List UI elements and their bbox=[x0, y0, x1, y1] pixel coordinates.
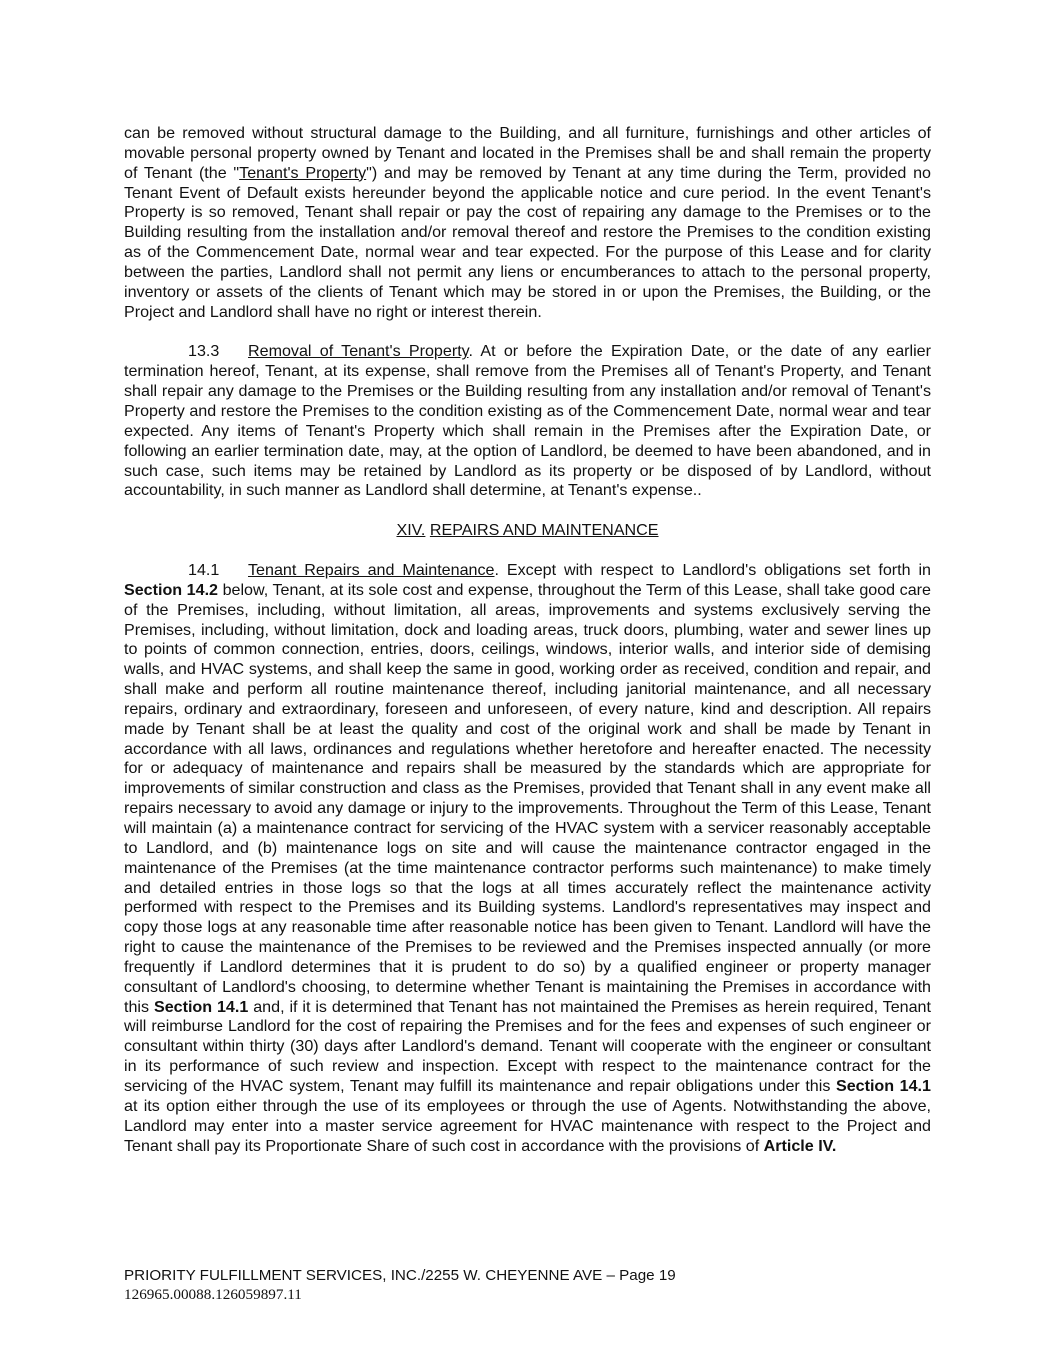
section-body: below, Tenant, at its sole cost and expense, throughout the Term of this Lease, shall take good care of the Premises, including, without limitation, all areas, improvements and systems exclusively serving the Premises, including, without limitation, dock and loading areas, truck doors, plumbing, water and sewer lines up to points of common connection, entries, doors, ceilings, windows, interior walls, and interior side of demising walls, and HVAC systems, and shall keep the same in good, working order as received, condition and repair, and shall make and perform all routine maintenance thereof, including janitorial maintenance, and all necessary repairs, ordinary and extraordinary, foreseen and unforeseen, of every nature, kind and description. All repairs made by Tenant shall be at least the quality and cost of the original work and shall be made by Tenant in accordance with all laws, ordinances and regulations whether heretofore and hereafter enacted. The necessity for or adequacy of maintenance and repairs shall be measured by the standards which are appropriate for improvements of similar construction and class as the Premises, provided that Tenant shall in any event make all repairs necessary to avoid any damage or injury to the improvements. Throughout the Term of this Lease, Tenant will maintain (a) a maintenance contract for servicing of the HVAC system with a servicer reasonably acceptable to Landlord, and (b) maintenance logs on site and will cause the maintenance contractor engaged in the maintenance of the Premises (at the time maintenance contractor performs such maintenance) to make timely and detailed entries in those logs so that the logs at all times accurately reflect the maintenance activity performed with respect to the Premises and its Building systems. Landlord's representatives may inspect and copy those logs at any reasonable time after reasonable notice has been given to Tenant. Landlord will have the right to cause the maintenance of the Premises to be reviewed and the Premises inspected annually (or more frequently if Landlord determines that it is prudent to do so) by a qualified engineer or property manager consultant of Landlord's choosing, to determine whether Tenant is maintaining the Premises in accordance with this bbox=[124, 580, 931, 1016]
article-reference: Article IV. bbox=[763, 1136, 837, 1155]
section-body: and, if it is determined that Tenant has not maintained the Premises as herein required, Tenant will reimburse Landlord for the cost of repairing the Premises and for the fees and expenses of such engineer or consultant within thirty (30) days after Landlord's demand. Tenant will cooperate with the engineer or consultant in its performance of such review and inspection. Except with respect to the maintenance contract for the servicing of the HVAC system, Tenant may fulfill its maintenance and repair obligations under this bbox=[124, 997, 931, 1095]
section-body: at its option either through the use of its employees or through the use of Agents. Notwithstanding the above, Landlord may enter into a master service agreement for HVAC maintenance with respect to the Project and Tenant shall pay its Proportionate Share of such cost in accordance with the provisions of bbox=[124, 1096, 931, 1155]
section-title: Tenant Repairs and Maintenance bbox=[248, 561, 495, 580]
paragraph-text: can be removed without structural damage to the Building, and all furniture, furnishings and other articles of movable personal property owned by Tenant and located in the Premises shall be and shall remain the property of Tenant (the " bbox=[124, 124, 931, 182]
defined-term: Tenant's Property bbox=[239, 163, 367, 182]
article-heading bbox=[124, 521, 931, 541]
document-page bbox=[124, 124, 931, 1156]
section-14-1 bbox=[124, 561, 931, 1156]
section-number: 14.1 bbox=[188, 561, 220, 580]
paragraph-continuation bbox=[124, 124, 931, 322]
footer-doc-id: 126965.00088.126059897.11 bbox=[124, 1286, 302, 1303]
article-title: REPAIRS AND MAINTENANCE bbox=[429, 521, 659, 540]
section-number: 13.3 bbox=[188, 342, 220, 361]
page-footer bbox=[124, 1266, 931, 1304]
paragraph-text: ") and may be removed by Tenant at any time during the Term, provided no Tenant Event of Default exists hereunder beyond the applicable notice and cure period. In the event Tenant's Property is so removed, Tenant shall repair or pay the cost of repairing any damage to the Premises or to the Building resulting from the installation and/or removal thereof and restore the Premises to the condition existing as of the Commencement Date, normal wear and tear expected. For the purpose of this Lease and for clarity between the parties, Landlord shall not permit any liens or encumberances to attach to the personal property, inventory or assets of the clients of Tenant which may be stored in or upon the Premises, the Building, or the Project and Landlord shall have no right or interest therein. bbox=[124, 163, 932, 321]
section-reference: Section 14.1 bbox=[153, 997, 249, 1016]
article-number: XIV. bbox=[396, 521, 426, 540]
section-body: . Except with respect to Landlord's obligations set forth in bbox=[494, 561, 932, 580]
footer-title: PRIORITY FULFILLMENT SERVICES, INC./2255 W. CHEYENNE AVE – Page 19 bbox=[124, 1267, 676, 1284]
section-title: Removal of Tenant's Property bbox=[248, 342, 469, 361]
section-13-3 bbox=[124, 342, 931, 501]
section-reference: Section 14.2 bbox=[124, 580, 219, 599]
section-body: . At or before the Expiration Date, or the date of any earlier termination hereof, Tenant, at its expense, shall remove from the Premises all of Tenant's Property, and Tenant shall repair any damage to the Premises or the Building resulting from any installation and/or removal of Tenant's Property and restore the Premises to the condition existing as of the Commencement Date, normal wear and tear expected. Any items of Tenant's Property which shall remain in the Premises after the Expiration Date, or following an earlier termination date, may, at the option of Landlord, be deemed to have been abandoned, and in such case, such items may be retained by Landlord as its property or be disposed of by Landlord, without accountability, in such manner as Landlord shall determine, at Tenant's expense.. bbox=[124, 342, 931, 500]
section-reference: Section 14.1 bbox=[835, 1076, 931, 1095]
